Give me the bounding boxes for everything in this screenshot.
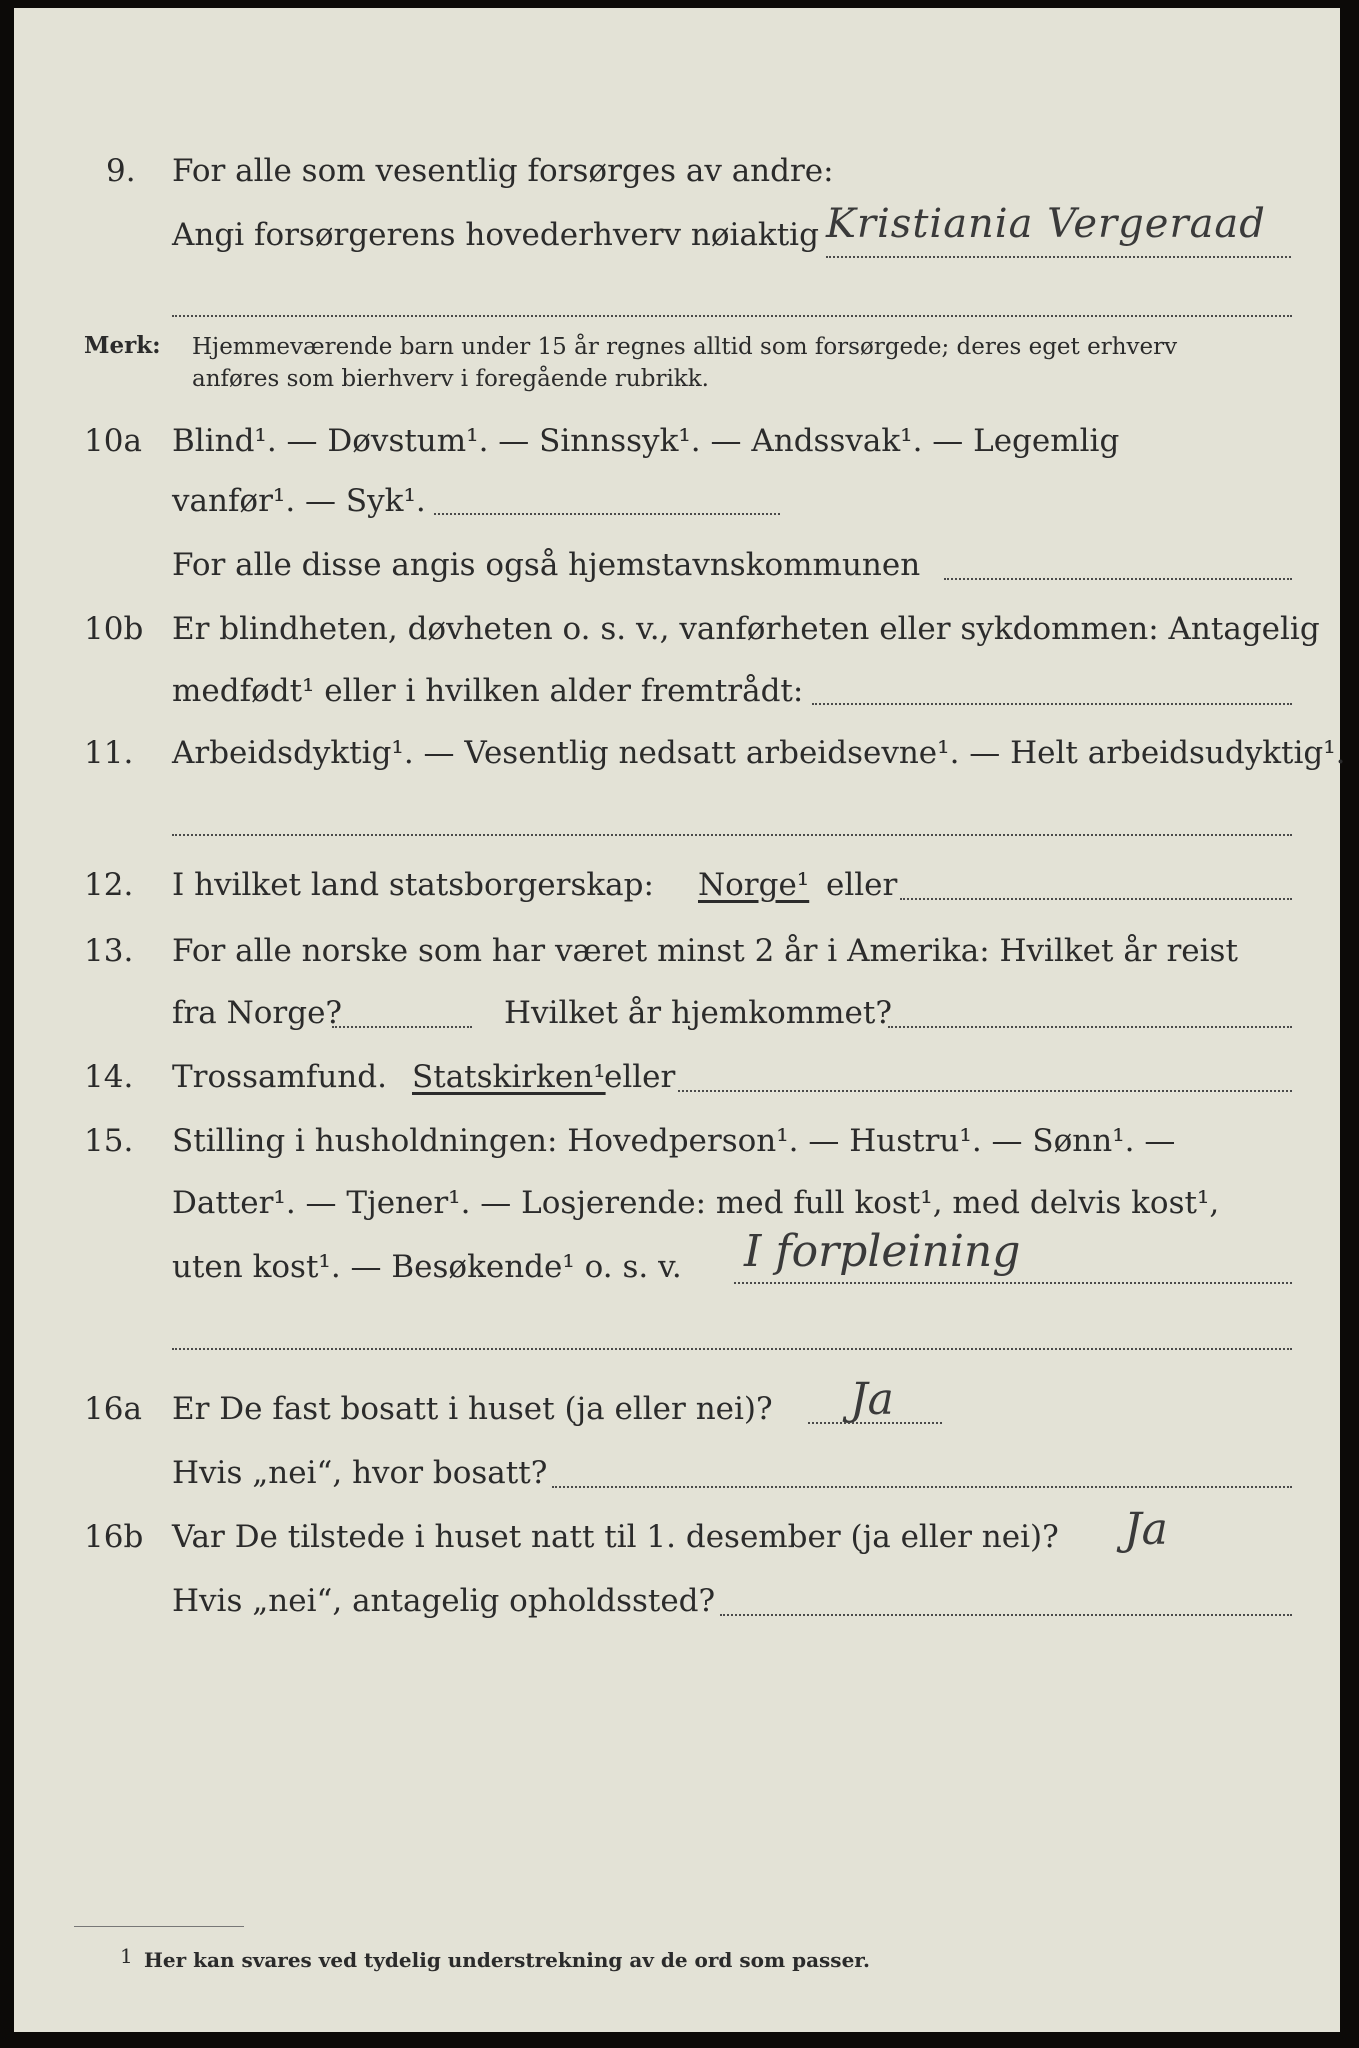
q10b-line1: Er blindheten, døvheten o. s. v., vanførheten eller sykdommen: Antagelig	[172, 611, 1320, 647]
q16a-answer-line[interactable]	[808, 1422, 942, 1424]
q13-line1: For alle norske som har været minst 2 år i Amerika: Hvilket år reist	[172, 933, 1238, 969]
q9-extra-line[interactable]	[172, 315, 1292, 317]
q16b-handwritten-answer: Ja	[1124, 1504, 1168, 1555]
q13-line2a: fra Norge?	[172, 995, 343, 1031]
q10a-number: 10a	[84, 423, 142, 459]
census-form-page	[14, 8, 1346, 2032]
q16a-bosatt-line[interactable]	[552, 1486, 1292, 1488]
q14-label: Trossamfund.	[172, 1059, 387, 1095]
q15-handwritten-answer: I forpleining	[744, 1226, 1021, 1277]
q12-norge-underlined: Norge¹	[698, 867, 810, 903]
q16b-line1: Var De tilstede i huset natt til 1. desember (ja eller nei)?	[172, 1519, 1059, 1555]
q16b-number: 16b	[84, 1519, 144, 1555]
q11-extra-line[interactable]	[172, 834, 1292, 836]
q10a-line3: For alle disse angis også hjemstavnskommunen	[172, 547, 921, 583]
footnote-text: Her kan svares ved tydelig understrekning av de ord som passer.	[144, 1948, 870, 1972]
merk-line1: Hjemmeværende barn under 15 år regnes alltid som forsørgede; deres eget erhverv	[192, 334, 1178, 360]
q9-answer-line[interactable]	[826, 256, 1291, 258]
q16b-line2: Hvis „nei“, antagelig opholdssted?	[172, 1583, 716, 1619]
q13-reist-line[interactable]	[332, 1026, 472, 1028]
q15-line1: Stilling i husholdningen: Hovedperson¹. — Hustru¹. — Sønn¹. —	[172, 1123, 1176, 1159]
q12-eller: eller	[826, 867, 898, 903]
q12-label: I hvilket land statsborgerskap:	[172, 867, 654, 903]
q10b-line2: medfødt¹ eller i hvilken alder fremtrådt:	[172, 673, 804, 709]
merk-line2: anføres som bierhverv i foregående rubrikk.	[192, 366, 709, 392]
q14-eller: eller	[604, 1059, 676, 1095]
q10b-number: 10b	[84, 611, 144, 647]
q9-handwritten-answer: Kristiania Vergeraad	[826, 201, 1266, 247]
q15-line3: uten kost¹. — Besøkende¹ o. s. v.	[172, 1249, 682, 1285]
q10a-hjemstavn-line[interactable]	[944, 578, 1292, 580]
q16a-handwritten-answer: Ja	[850, 1374, 894, 1425]
q11-number: 11.	[84, 735, 134, 771]
q9-line1: For alle som vesentlig forsørges av andre:	[172, 153, 834, 189]
q13-number: 13.	[84, 933, 134, 969]
q13-line2b: Hvilket år hjemkommet?	[504, 995, 892, 1031]
q15-answer-line[interactable]	[734, 1282, 1292, 1284]
q15-extra-line[interactable]	[172, 1348, 1292, 1350]
q15-line2: Datter¹. — Tjener¹. — Losjerende: med full kost¹, med delvis kost¹,	[172, 1185, 1220, 1221]
footnote-mark: 1	[120, 1944, 133, 1968]
q10b-alder-line[interactable]	[812, 703, 1292, 705]
q9-number: 9.	[106, 153, 136, 189]
q9-line2-label: Angi forsørgerens hovederhverv nøiaktig	[172, 217, 819, 253]
q14-trossamfund-line[interactable]	[678, 1090, 1292, 1092]
footnote-rule	[74, 1926, 244, 1927]
q14-statskirken-underlined: Statskirken¹	[412, 1059, 606, 1095]
q16a-line1: Er De fast bosatt i huset (ja eller nei)?	[172, 1391, 773, 1427]
q12-land-line[interactable]	[900, 898, 1292, 900]
q15-number: 15.	[84, 1123, 134, 1159]
q10a-line2: vanfør¹. — Syk¹.	[172, 483, 426, 519]
q16a-line2: Hvis „nei“, hvor bosatt?	[172, 1455, 548, 1491]
q16a-number: 16a	[84, 1391, 142, 1427]
merk-label: Merk:	[84, 332, 161, 359]
q10a-line1: Blind¹. — Døvstum¹. — Sinnssyk¹. — Andssvak¹. — Legemlig	[172, 423, 1120, 459]
q16b-opholdssted-line[interactable]	[720, 1614, 1292, 1616]
q14-number: 14.	[84, 1059, 134, 1095]
q10a-syk-line[interactable]	[434, 513, 780, 515]
q11-line1: Arbeidsdyktig¹. — Vesentlig nedsatt arbeidsevne¹. — Helt arbeidsudyktig¹.	[172, 735, 1346, 771]
q12-number: 12.	[84, 867, 134, 903]
q13-hjemkommet-line[interactable]	[888, 1026, 1292, 1028]
